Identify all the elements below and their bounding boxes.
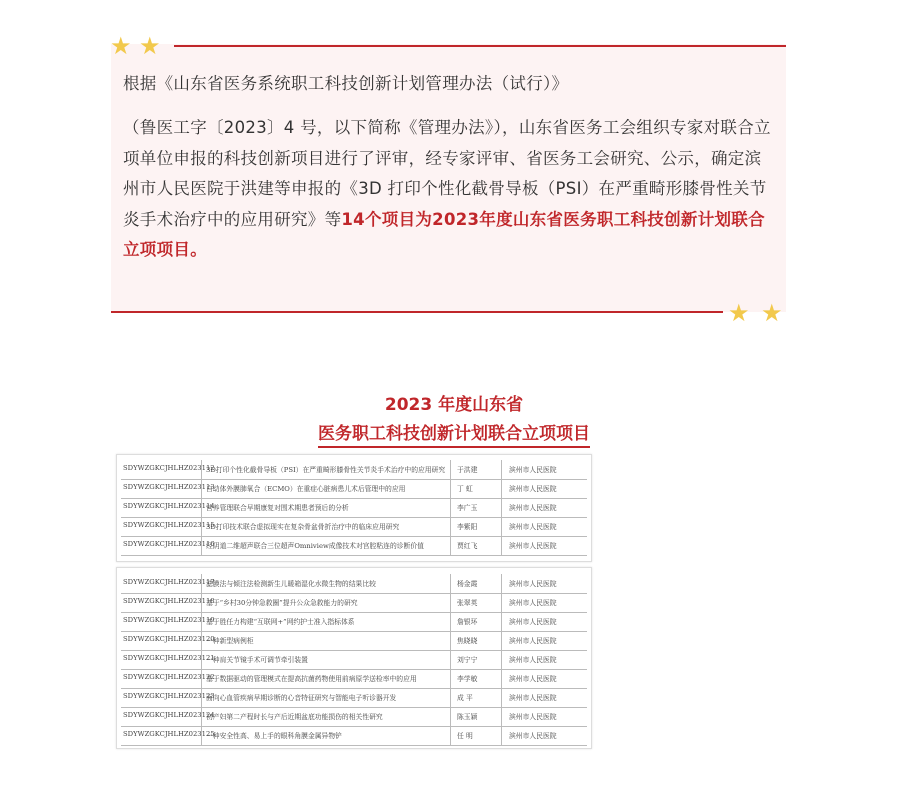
project-title: 3D打印个性化截骨导板（PSI）在严重畸形膝骨性关节炎手术治疗中的应用研究 <box>206 466 446 474</box>
project-title: 基于胜任力构建“互联网+”网约护士准入指标体系 <box>206 618 355 626</box>
applicant-name: 杨金霞 <box>457 580 478 588</box>
organization: 滨州市人民医院 <box>509 580 557 588</box>
project-id: SDYWZGKCJHLHZ023123 <box>123 692 215 700</box>
table-row <box>121 631 587 651</box>
applicant-name: 成 平 <box>457 694 473 702</box>
applicant-name: 于洪建 <box>457 466 478 474</box>
table-row <box>121 707 587 727</box>
table-row <box>121 669 587 689</box>
organization: 滨州市人民医院 <box>509 599 557 607</box>
applicant-name: 任 明 <box>457 732 473 740</box>
table-row <box>121 517 587 537</box>
project-table-1 <box>116 454 592 562</box>
table-row <box>121 460 587 480</box>
organization: 滨州市人民医院 <box>509 713 557 721</box>
star-icon: ★ <box>761 299 783 327</box>
project-id: SDYWZGKCJHLHZ023114 <box>123 502 215 510</box>
project-id: SDYWZGKCJHLHZ023112 <box>123 464 215 472</box>
table-row <box>121 536 587 556</box>
star-icon: ★ <box>110 32 132 60</box>
organization: 滨州市人民医院 <box>509 618 557 626</box>
intro-highlight: 14个项目为2023年度山东省医务职工科技创新计划联合立项项目。 <box>123 209 765 259</box>
table-row <box>121 593 587 613</box>
organization: 滨州市人民医院 <box>509 694 557 702</box>
intro-text: （鲁医工字〔2023〕4 号，以下简称《管理办法》），山东省医务工会组织专家对联合立项单位申报的科技创新项目进行了评审，经专家评审、省医务工会研究、公示，确定滨州市人民医院于洪建等申报的《3D 打印个性化截骨导板（PSI）在严重畸形膝骨性关节炎手术治疗中的应用研究》等 <box>123 118 771 229</box>
project-id: SDYWZGKCJHLHZ023121 <box>123 654 215 662</box>
project-table-2 <box>116 567 592 749</box>
organization: 滨州市人民医院 <box>509 485 557 493</box>
applicant-name: 詹银环 <box>457 618 478 626</box>
project-id: SDYWZGKCJHLHZ023119 <box>123 616 215 624</box>
project-id: SDYWZGKCJHLHZ023116 <box>123 540 215 548</box>
project-id: SDYWZGKCJHLHZ023125 <box>123 730 215 738</box>
organization: 滨州市人民医院 <box>509 675 557 683</box>
project-title: 初产妇第二产程时长与产后近期盆底功能损伤的相关性研究 <box>206 713 383 721</box>
applicant-name: 贾红飞 <box>457 542 478 550</box>
project-id: SDYWZGKCJHLHZ023124 <box>123 711 215 719</box>
project-id: SDYWZGKCJHLHZ023115 <box>123 521 215 529</box>
star-icon: ★ <box>139 32 161 60</box>
applicant-name: 刘宁宁 <box>457 656 478 664</box>
project-title: 一种肩关节镜手术可调节牵引装置 <box>206 656 308 664</box>
applicant-name: 焦晓晓 <box>457 637 478 645</box>
project-title: 自动体外膜肺氧合（ECMO）在重症心脏病患儿术后管理中的应用 <box>206 485 406 493</box>
organization: 滨州市人民医院 <box>509 504 557 512</box>
table-row <box>121 479 587 499</box>
organization: 滨州市人民医院 <box>509 466 557 474</box>
applicant-name: 丁 虹 <box>457 485 473 493</box>
project-id: SDYWZGKCJHLHZ023118 <box>123 597 215 605</box>
project-title: 面向心血管疾病早期诊断的心音特征研究与智能电子听诊器开发 <box>206 694 397 702</box>
star-icon: ★ <box>728 299 750 327</box>
organization: 滨州市人民医院 <box>509 542 557 550</box>
project-title: 滤膜法与倾注法检测新生儿暖箱湿化水微生物的结果比较 <box>206 580 376 588</box>
project-title: 3D打印技术联合虚拟现实在复杂骨盆骨折治疗中的临床应用研究 <box>206 523 400 531</box>
project-title: 一种安全性高、易上手的眼科角膜金属异物铲 <box>206 732 342 740</box>
project-id: SDYWZGKCJHLHZ023113 <box>123 483 215 491</box>
project-title: 基于“乡村30分钟急救圈”提升公众急救能力的研究 <box>206 599 358 607</box>
applicant-name: 李广玉 <box>457 504 478 512</box>
organization: 滨州市人民医院 <box>509 637 557 645</box>
project-title: 营养管理联合早期康复对围术期患者预后的分析 <box>206 504 349 512</box>
intro-paragraph <box>123 113 778 266</box>
intro-line-1: 根据《山东省医务系统职工科技创新计划管理办法（试行）》 <box>123 74 569 93</box>
bottom-divider <box>111 311 723 313</box>
project-title: 经阴道二维超声联合三位超声Omniview成像技术对宫腔粘连的诊断价值 <box>206 542 424 550</box>
project-title: 基于数据驱动的管理模式在提高抗菌药物使用前病原学送检率中的应用 <box>206 675 417 683</box>
project-id: SDYWZGKCJHLHZ023117 <box>123 578 215 586</box>
list-heading-year: 2023 年度山东省 <box>384 395 524 415</box>
applicant-name: 李学敏 <box>457 675 478 683</box>
table-row <box>121 650 587 670</box>
table-row <box>121 688 587 708</box>
applicant-name: 陈玉颖 <box>457 713 478 721</box>
table-row <box>121 612 587 632</box>
table-row <box>121 574 587 594</box>
table-row <box>121 498 587 518</box>
project-id: SDYWZGKCJHLHZ023120 <box>123 635 215 643</box>
top-divider <box>174 45 786 47</box>
organization: 滨州市人民医院 <box>509 656 557 664</box>
applicant-name: 李紫阳 <box>457 523 478 531</box>
organization: 滨州市人民医院 <box>509 523 557 531</box>
list-heading-title: 医务职工科技创新计划联合立项项目 <box>0 419 908 448</box>
organization: 滨州市人民医院 <box>509 732 557 740</box>
table-row <box>121 726 587 746</box>
project-id: SDYWZGKCJHLHZ023122 <box>123 673 215 681</box>
project-title: 一种新型病例柜 <box>206 637 254 645</box>
applicant-name: 张翠英 <box>457 599 478 607</box>
